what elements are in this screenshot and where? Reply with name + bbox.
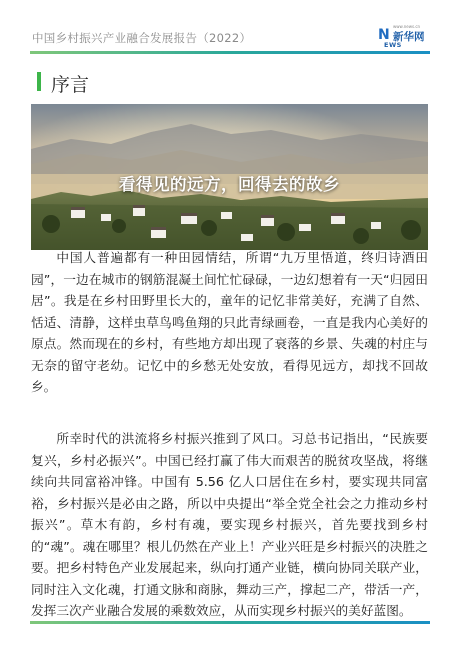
logo-url-text: www.news.cn xyxy=(393,24,421,29)
section-marker xyxy=(37,72,41,91)
banner-caption: 看得见的远方，回得去的故乡 xyxy=(119,175,340,194)
footer-divider xyxy=(30,621,430,624)
header-divider xyxy=(30,51,430,54)
banner-image xyxy=(31,104,428,250)
logo-brand: 新华网 xyxy=(393,31,425,43)
section-title: 序言 xyxy=(51,74,90,96)
logo-mark: N xyxy=(378,27,390,43)
preface-paragraph-2: 所幸时代的洪流将乡村振兴推到了风口。习总书记指出，“民族要复兴，乡村必振兴”。中国已经打赢了伟大而艰苦的脱贫攻坚战，将继续向共同富裕冲锋。中国有 5.56 亿人口居住在乡村，要实现共同富裕，乡村振兴是必由之路，所以中央提出“举全党全社会之力推动乡村振兴”。草木有韵，乡村有魂，要实现乡村振兴，首先要找到乡村的“魂”。魂在哪里？根儿仍然在产业上！产业兴旺是乡村振兴的决胜之要。把乡村特色产业发展起来，纵向打通产业链，横向协同关联产业，同时注入文化魂，打通文脉和商脉，舞动三产，撑起二产，带活一产，发挥三次产业融合发展的乘数效应，从而实现乡村振兴的美好蓝图。 xyxy=(31,431,428,618)
report-title: 中国乡村振兴产业融合发展报告（2022） xyxy=(32,31,252,45)
logo-sub: EWS xyxy=(384,41,402,49)
preface-paragraph-1: 中国人普遍都有一种田园情结，所谓“九万里悟道，终归诗酒田园”，一边在城市的钢筋混凝土间忙忙碌碌，一边幻想着有一天“归园田居”。我是在乡村田野里长大的，童年的记忆非常美好，充满了自然、恬适、清静，这样虫草鸟鸣鱼翔的只此青绿画卷，一直是我内心美好的原点。然而现在的乡村，有些地方却出现了衰落的乡景、失魂的村庄与无奈的留守老幼。记忆中的乡愁无处安放，看得见远方，却找不回故乡。 xyxy=(31,250,428,394)
news-logo xyxy=(378,24,428,54)
